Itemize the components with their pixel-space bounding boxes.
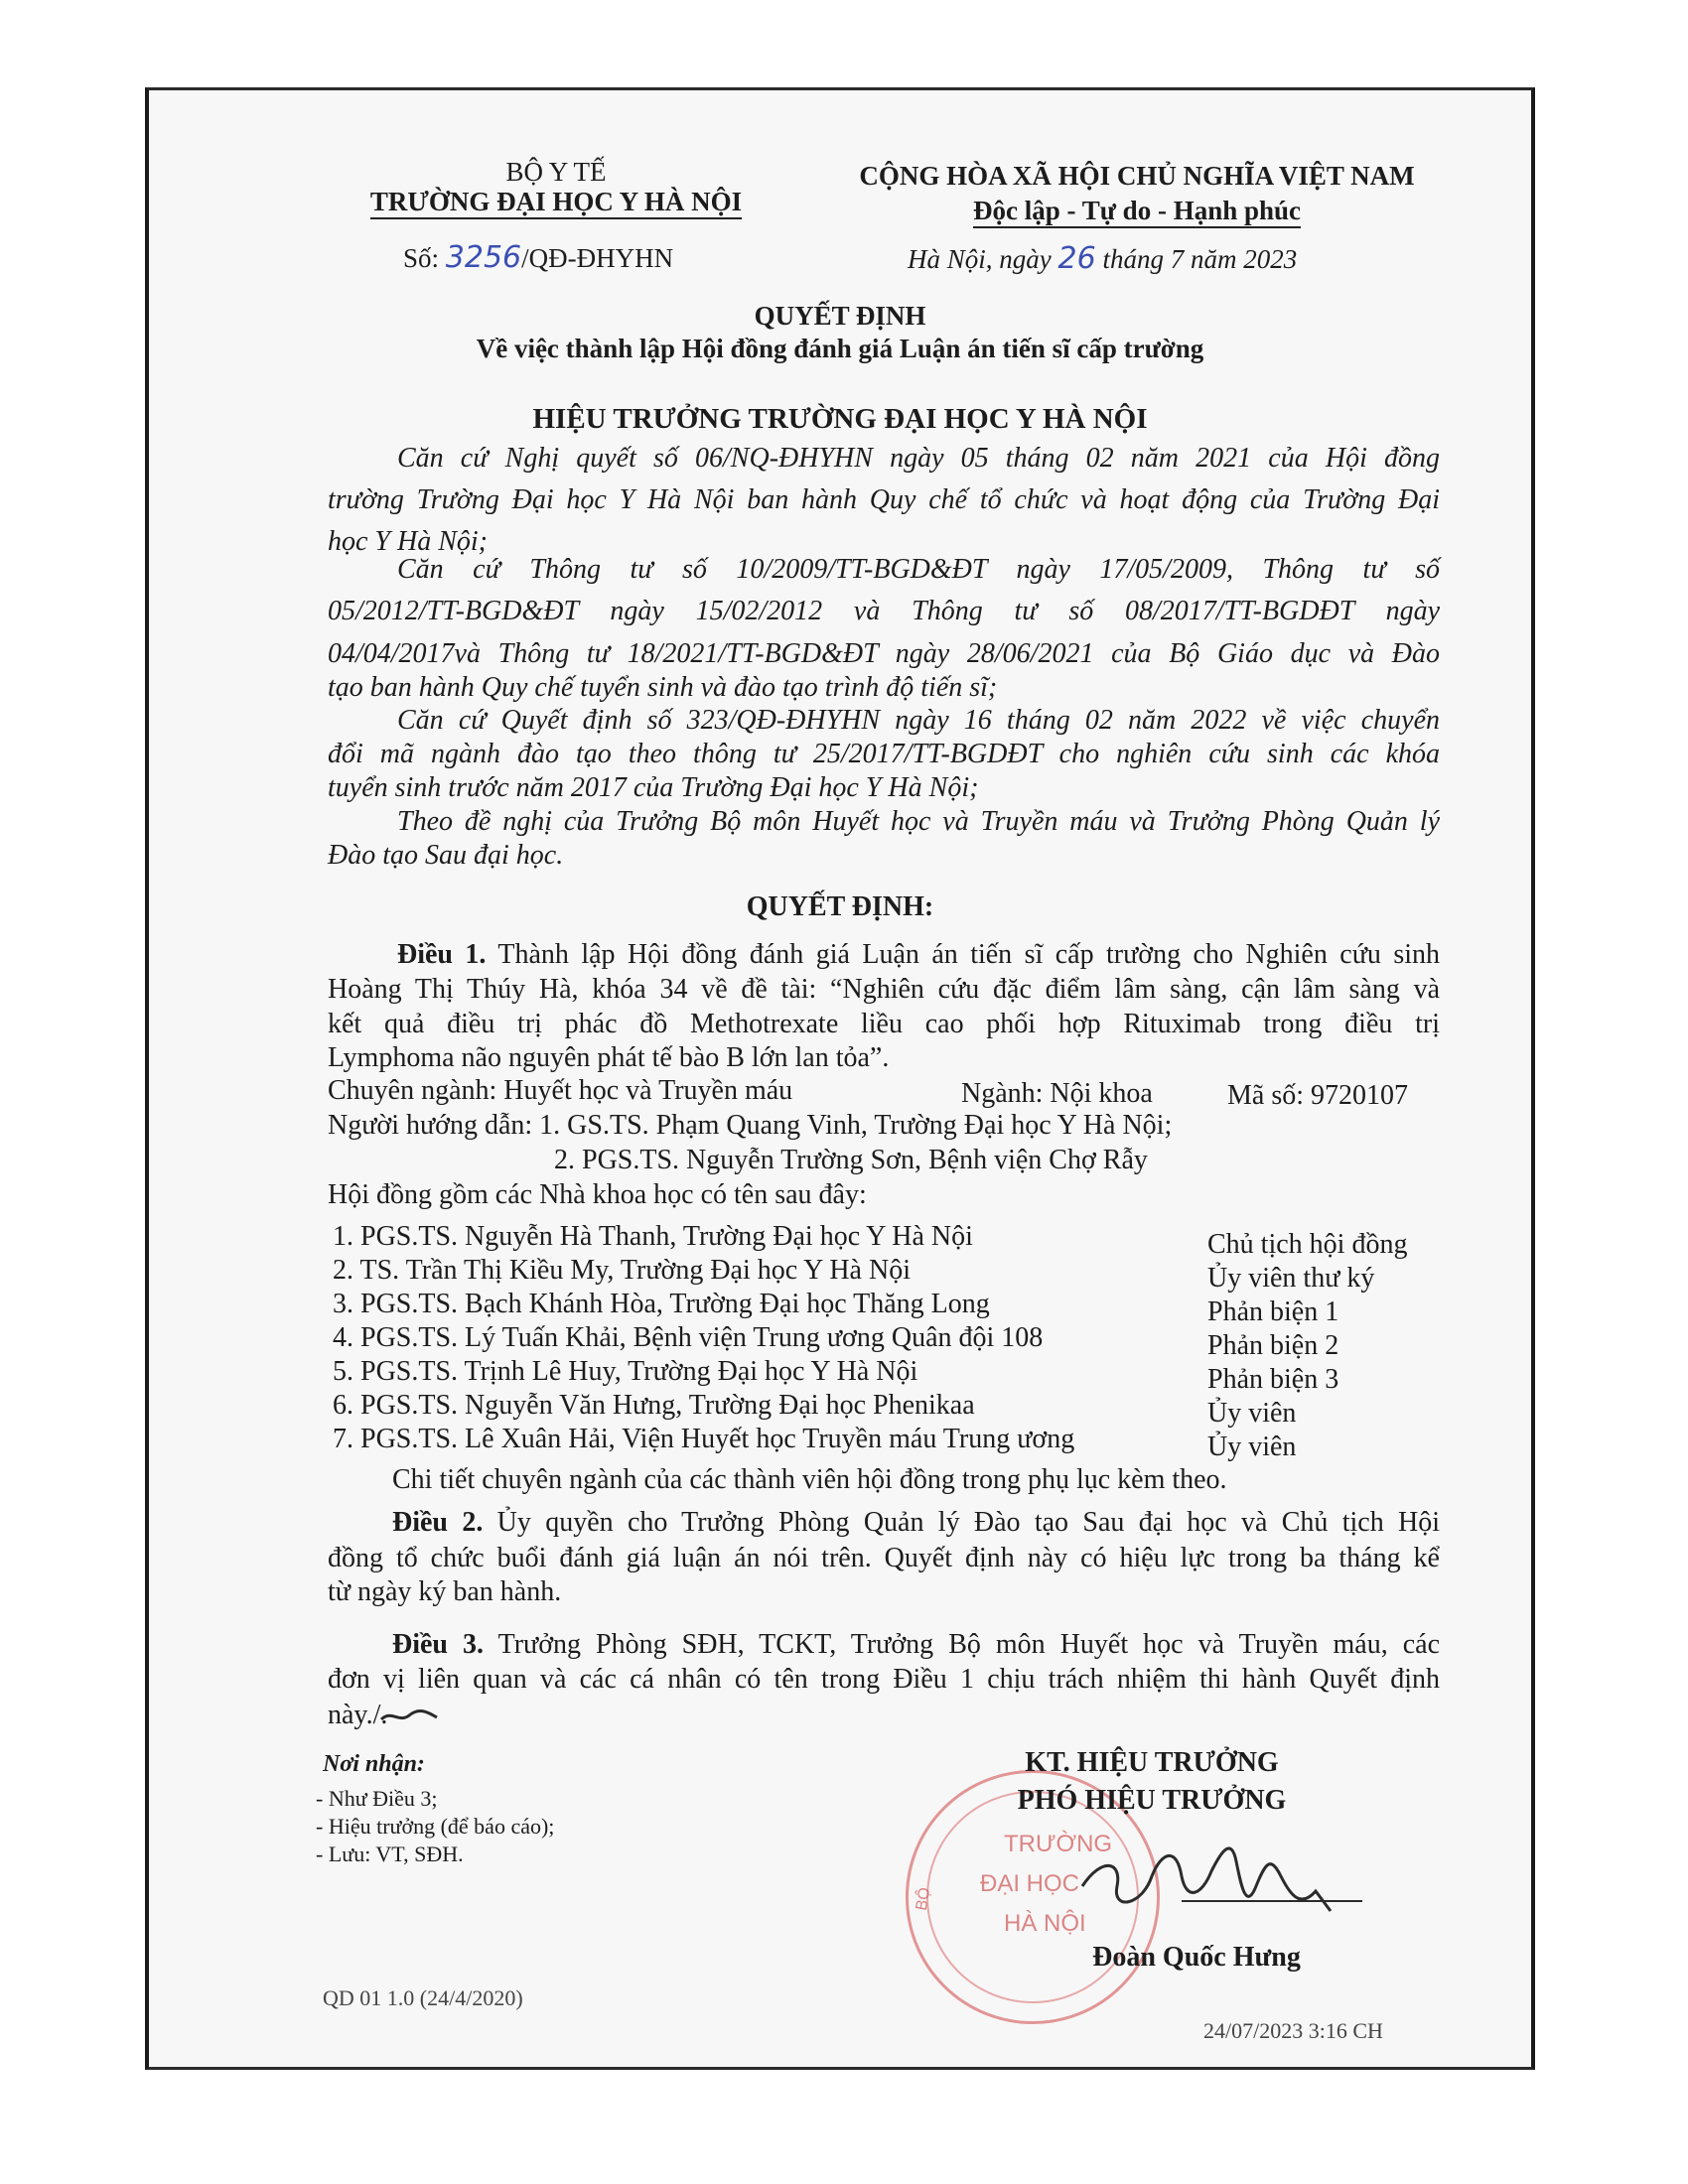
preamble-line: học Y Hà Nội; (328, 526, 488, 557)
field: Ngành: Nội khoa (961, 1078, 1153, 1109)
member-role: Ủy viên (1207, 1432, 1297, 1462)
stamp-text: HÀ NỘI (1004, 1910, 1086, 1937)
article-2-line: Điều 2. Ủy quyền cho Trưởng Phòng Quản lý Đào tạo Sau đại học và Chủ tịch Hội (392, 1507, 1441, 1538)
article-1-line: Hoàng Thị Thúy Hà, khóa 34 về đề tài: “Nghiên cứu đặc điểm lâm sàng, cận lâm sàng và (328, 974, 1440, 1005)
decision-number: Số: 3256/QĐ-ĐHYHN (403, 240, 674, 275)
issuing-authority: HIỆU TRƯỞNG TRƯỜNG ĐẠI HỌC Y HÀ NỘI (532, 403, 1148, 435)
member-role: Ủy viên thư ký (1207, 1263, 1375, 1294)
stamp-text: TRƯỜNG (1004, 1831, 1113, 1857)
signer-title-1: KT. HIỆU TRƯỞNG (1025, 1747, 1279, 1778)
member-name: 5. PGS.TS. Trịnh Lê Huy, Trường Đại học Y Hà Nội (333, 1356, 918, 1387)
document-subject: Về việc thành lập Hội đồng đánh giá Luận án tiến sĩ cấp trường (476, 334, 1204, 363)
preamble-line: 05/2012/TT-BGD&ĐT ngày 15/02/2012 và Thông tư số 08/2017/TT-BGDĐT ngày (328, 596, 1440, 626)
member-name: 2. TS. Trần Thị Kiều My, Trường Đại học Y Hà Nội (333, 1255, 911, 1286)
member-role: Chủ tịch hội đồng (1207, 1229, 1408, 1260)
document-title: QUYẾT ĐỊNH (754, 301, 926, 331)
article-2-line: đồng tổ chức buổi đánh giá luận án nói trên. Quyết định này có hiệu lực trong ba tháng kể (328, 1543, 1440, 1573)
council-intro: Hội đồng gồm các Nhà khoa học có tên sau đây: (328, 1179, 867, 1210)
preamble-line: 04/04/2017và Thông tư 18/2021/TT-BGD&ĐT ngày 28/06/2021 của Bộ Giáo dục và Đào (328, 638, 1440, 669)
national-motto: Độc lập - Tự do - Hạnh phúc (834, 196, 1440, 226)
recipient-item: - Hiệu trưởng (để báo cáo); (316, 1814, 555, 1839)
preamble-line: trường Trường Đại học Y Hà Nội ban hành Quy chế tổ chức và hoạt động của Trường Đại (328, 484, 1440, 515)
article-2-label: Điều 2. (392, 1507, 484, 1538)
appendix-note: Chi tiết chuyên ngành của các thành viên hội đồng trong phụ lục kèm theo. (392, 1464, 1227, 1495)
preamble-line: Căn cứ Quyết định số 323/QĐ-ĐHYHN ngày 16 tháng 02 năm 2022 về việc chuyển (397, 705, 1440, 736)
recipients-heading: Nơi nhận: (323, 1751, 425, 1777)
university-name: TRƯỜNG ĐẠI HỌC Y HÀ NỘI (357, 187, 755, 217)
specialty-code: Mã số: 9720107 (1227, 1080, 1408, 1111)
ministry-name: BỘ Y TẾ (505, 157, 607, 187)
recipient-item: - Như Điều 3; (316, 1786, 438, 1811)
article-1-line: Điều 1. Thành lập Hội đồng đánh giá Luận án tiến sĩ cấp trường cho Nghiên cứu sinh (397, 939, 1440, 970)
preamble-line: tuyển sinh trước năm 2017 của Trường Đại học Y Hà Nội; (328, 772, 979, 803)
handwritten-mark (379, 1700, 439, 1729)
article-1-line: Lymphoma não nguyên phát tế bào B lớn lan tỏa”. (328, 1042, 890, 1073)
article-1-label: Điều 1. (397, 939, 487, 970)
handwritten-day: 26 (1057, 241, 1096, 276)
preamble-line: Đào tạo Sau đại học. (328, 840, 564, 871)
article-3-line: đơn vị liên quan và các cá nhân có tên trong Điều 1 chịu trách nhiệm thi hành Quyết định (328, 1664, 1440, 1695)
form-code: QD 01 1.0 (24/4/2020) (323, 1985, 523, 2010)
recipient-item: - Lưu: VT, SĐH. (316, 1842, 464, 1866)
preamble-line: Căn cứ Nghị quyết số 06/NQ-ĐHYHN ngày 05 tháng 02 năm 2021 của Hội đồng (397, 443, 1440, 474)
handwritten-number: 3256 (445, 240, 522, 275)
article-3-line: này./. (328, 1700, 388, 1730)
member-role: Phản biện 2 (1207, 1330, 1339, 1361)
member-name: 3. PGS.TS. Bạch Khánh Hòa, Trường Đại học Thăng Long (333, 1289, 990, 1319)
article-3-label: Điều 3. (392, 1629, 485, 1660)
member-role: Phản biện 3 (1207, 1364, 1339, 1395)
decision-heading: QUYẾT ĐỊNH: (746, 891, 934, 922)
member-name: 6. PGS.TS. Nguyễn Văn Hưng, Trường Đại học Phenikaa (333, 1390, 975, 1421)
article-3-line: Điều 3. Trưởng Phòng SĐH, TCKT, Trưởng Bộ môn Huyết học và Truyền máu, các (392, 1629, 1441, 1660)
article-2-line: từ ngày ký ban hành. (328, 1576, 562, 1607)
preamble-line: Theo đề nghị của Trưởng Bộ môn Huyết học và Truyền máu và Trưởng Phòng Quản lý (397, 806, 1440, 837)
signer-name: Đoàn Quốc Hưng (1092, 1942, 1301, 1973)
specialty: Chuyên ngành: Huyết học và Truyền máu (328, 1075, 793, 1106)
stamp-text: BỘ (913, 1886, 934, 1912)
print-timestamp: 24/07/2023 3:16 CH (1203, 2018, 1383, 2043)
preamble-line: đổi mã ngành đào tạo theo thông tư 25/2017/TT-BGDĐT cho nghiên cứu sinh các khóa (328, 739, 1440, 769)
advisor-1: Người hướng dẫn: 1. GS.TS. Phạm Quang Vinh, Trường Đại học Y Hà Nội; (328, 1110, 1173, 1141)
member-name: 1. PGS.TS. Nguyễn Hà Thanh, Trường Đại học Y Hà Nội (333, 1221, 973, 1252)
handwritten-signature (1072, 1817, 1370, 1936)
advisor-2: 2. PGS.TS. Nguyễn Trường Sơn, Bệnh viện Chợ Rẫy (554, 1145, 1148, 1175)
stamp-text: ĐẠI HỌC (980, 1870, 1080, 1897)
article-1-line: kết quả điều trị phác đồ Methotrexate liều cao phối hợp Rituximab trong điều trị (328, 1009, 1440, 1039)
member-role: Ủy viên (1207, 1398, 1297, 1429)
member-name: 7. PGS.TS. Lê Xuân Hải, Viện Huyết học Truyền máu Trung ương (333, 1424, 1075, 1454)
preamble-line: Căn cứ Thông tư số 10/2009/TT-BGD&ĐT ngày 17/05/2009, Thông tư số (397, 554, 1440, 585)
member-name: 4. PGS.TS. Lý Tuấn Khải, Bệnh viện Trung ương Quân đội 108 (333, 1322, 1044, 1353)
republic-name: CỘNG HÒA XÃ HỘI CHỦ NGHĨA VIỆT NAM (859, 161, 1415, 191)
member-role: Phản biện 1 (1207, 1297, 1339, 1327)
issue-date: Hà Nội, ngày 26 tháng 7 năm 2023 (908, 241, 1298, 276)
signer-title-2: PHÓ HIỆU TRƯỞNG (1017, 1785, 1287, 1816)
preamble-line: tạo ban hành Quy chế tuyển sinh và đào tạo trình độ tiến sĩ; (328, 672, 998, 703)
